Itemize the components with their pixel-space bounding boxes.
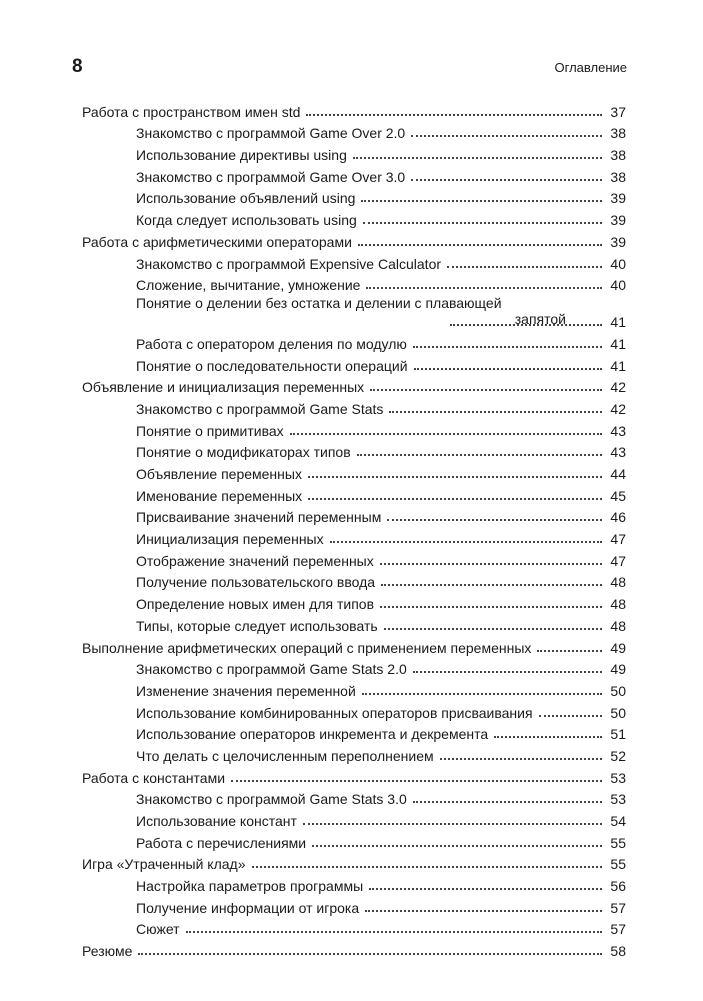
toc-entry-title: Получение пользовательского ввода xyxy=(136,574,376,591)
dot-leader xyxy=(440,758,602,760)
toc-page-number: 50 xyxy=(610,682,626,699)
dot-leader xyxy=(330,541,602,543)
toc-page-number: 48 xyxy=(610,596,626,613)
dot-leader xyxy=(413,346,602,348)
dot-leader xyxy=(411,179,602,181)
dot-leader xyxy=(380,606,602,608)
dot-leader xyxy=(447,266,602,268)
toc-page-number: 39 xyxy=(610,190,626,207)
toc-entry-title: Работа с пространством имен std xyxy=(82,103,301,120)
toc-entry-title: Присваивание значений переменным xyxy=(136,509,382,526)
toc-page-number: 38 xyxy=(610,168,626,185)
dot-leader xyxy=(369,888,602,890)
toc-entry-title: Сложение, вычитание, умножение xyxy=(136,277,361,294)
toc-page-number: 40 xyxy=(610,277,626,294)
dot-leader xyxy=(186,931,602,933)
toc-page-number: 51 xyxy=(610,726,626,743)
toc-page-number: 50 xyxy=(610,704,626,721)
toc-entry-title: Объявление переменных xyxy=(136,466,302,482)
toc-subsection-entry xyxy=(82,206,626,228)
toc-subsection-entry xyxy=(82,330,626,352)
toc-page-number: 46 xyxy=(610,509,626,526)
dot-leader xyxy=(308,498,602,500)
toc-subsection-entry xyxy=(82,163,626,185)
toc-entry-title: Использование директивы using xyxy=(136,147,347,164)
toc-subsection-entry xyxy=(82,460,626,482)
dot-leader xyxy=(413,671,602,673)
toc-subsection-entry xyxy=(82,439,626,461)
toc-page-number: 52 xyxy=(610,747,626,764)
toc-entry-title: Знакомство с программой Game Stats 3.0 xyxy=(136,791,407,808)
toc-subsection-entry xyxy=(82,569,626,591)
toc-subsection-entry xyxy=(82,656,626,678)
toc-subsection-entry xyxy=(82,807,626,829)
toc-page-number: 38 xyxy=(610,147,626,164)
toc-entry-title-line2: запятой xyxy=(514,310,566,327)
toc-entry-title: Понятие о последовательности операций xyxy=(136,357,408,374)
dot-leader xyxy=(306,114,602,116)
toc-page-number: 49 xyxy=(610,639,626,656)
dot-leader xyxy=(303,823,602,825)
dot-leader xyxy=(290,433,602,435)
dot-leader xyxy=(370,389,602,391)
toc-subsection-entry xyxy=(82,829,626,851)
toc-page-number: 44 xyxy=(610,466,626,482)
toc-entry-title: Объявление и инициализация переменных xyxy=(82,379,365,396)
toc-entry-title: Определение новых имен для типов xyxy=(136,596,375,613)
toc-entry-title: Знакомство с программой Game Stats xyxy=(136,400,384,417)
toc-entry-title: Работа с оператором деления по модулю xyxy=(136,335,407,352)
toc-page-number: 48 xyxy=(610,574,626,591)
toc-subsection-entry xyxy=(82,721,626,743)
toc-entry-title: Понятие о примитивах xyxy=(136,422,284,439)
toc-entry-title: Игра «Утраченный клад» xyxy=(82,856,246,873)
toc-page-number: 47 xyxy=(610,531,626,548)
toc-entry-title: Типы, которые следует использовать xyxy=(136,617,378,634)
dot-leader xyxy=(380,563,602,565)
toc-page-number: 56 xyxy=(610,878,626,895)
toc-entry-title: Работа с константами xyxy=(82,769,226,786)
toc-entry-title: Настройка параметров программы xyxy=(136,878,364,895)
toc-page-number: 47 xyxy=(610,552,626,569)
toc-section-entry xyxy=(82,937,626,959)
dot-leader xyxy=(387,519,602,521)
toc-page-number: 40 xyxy=(610,255,626,272)
dot-leader xyxy=(308,476,602,478)
dot-leader xyxy=(413,801,602,803)
toc-page-number: 57 xyxy=(610,899,626,916)
toc-subsection-entry xyxy=(82,293,626,330)
toc-page-number: 37 xyxy=(610,103,626,120)
dot-leader xyxy=(411,135,602,137)
toc-subsection-entry xyxy=(82,590,626,612)
toc-page-number: 42 xyxy=(610,400,626,417)
toc-subsection-entry xyxy=(82,612,626,634)
toc-page-number: 49 xyxy=(610,661,626,678)
toc-subsection-entry xyxy=(82,894,626,916)
toc-entry-title: Работа с арифметическими операторами xyxy=(82,233,352,250)
toc-entry-title: Знакомство с программой Expensive Calculator xyxy=(136,255,442,272)
dot-leader xyxy=(365,910,602,912)
toc-subsection-entry xyxy=(82,504,626,526)
toc-subsection-entry xyxy=(82,872,626,894)
toc-entry-title xyxy=(136,296,566,327)
toc-entry-title: Использование комбинированных операторов присваивания xyxy=(136,704,533,721)
toc-page-number: 48 xyxy=(610,617,626,634)
toc-entry-title: Знакомство с программой Game Stats 2.0 xyxy=(136,661,407,678)
toc-entry-title: Использование операторов инкремента и декремента xyxy=(136,726,489,743)
toc-entry-title: Когда следует использовать using xyxy=(136,212,357,229)
toc-page-number: 39 xyxy=(610,212,626,229)
toc-section-entry xyxy=(82,98,626,120)
toc-entry-title: Инициализация переменных xyxy=(136,531,324,548)
toc-subsection-entry xyxy=(82,250,626,272)
toc-subsection-entry xyxy=(82,417,626,439)
toc-section-entry xyxy=(82,764,626,786)
toc-page-number: 43 xyxy=(610,444,626,461)
dot-leader xyxy=(353,157,602,159)
toc-subsection-entry xyxy=(82,547,626,569)
toc-page-number: 58 xyxy=(610,943,626,960)
toc-entry-title: Выполнение арифметических операций с применением переменных xyxy=(82,639,532,656)
dot-leader xyxy=(539,715,602,717)
toc-page-number: 45 xyxy=(610,487,626,504)
toc-entry-title-line1: Понятие о делении без остатка и делении с плавающей xyxy=(136,295,502,312)
toc-entry-title: Понятие о модификаторах типов xyxy=(136,444,351,461)
toc-subsection-entry xyxy=(82,699,626,721)
dot-leader xyxy=(363,222,602,224)
toc-entry-title: Резюме xyxy=(82,943,133,960)
dot-leader xyxy=(414,368,602,370)
toc-subsection-entry xyxy=(82,482,626,504)
toc-entry-title: Получение информации от игрока xyxy=(136,899,360,916)
dot-leader xyxy=(231,780,602,782)
toc-page-number: 42 xyxy=(610,379,626,396)
dot-leader xyxy=(138,953,602,955)
toc-entry-title: Использование объявлений using xyxy=(136,190,356,207)
toc-section-entry xyxy=(82,851,626,873)
toc-subsection-entry xyxy=(82,185,626,207)
toc-section-entry xyxy=(82,634,626,656)
toc-entry-title: Изменение значения переменной xyxy=(136,682,356,699)
dot-leader xyxy=(494,736,602,738)
toc-subsection-entry xyxy=(82,352,626,374)
dot-leader xyxy=(537,650,602,652)
toc-entry-title: Что делать с целочисленным переполнением xyxy=(136,747,434,764)
dot-leader xyxy=(381,584,602,586)
toc-page-number: 43 xyxy=(610,422,626,439)
dot-leader xyxy=(362,693,602,695)
dot-leader xyxy=(361,200,602,202)
toc-subsection-entry xyxy=(82,395,626,417)
dot-leader xyxy=(384,628,602,630)
toc-entry-title: Отображение значений переменных xyxy=(136,552,374,569)
toc-section-entry xyxy=(82,374,626,396)
toc-subsection-entry xyxy=(82,786,626,808)
toc-page-number: 41 xyxy=(610,335,626,352)
toc-subsection-entry xyxy=(82,916,626,938)
toc-page-number: 54 xyxy=(610,813,626,829)
toc-page-number: 53 xyxy=(610,769,626,786)
toc-page-number: 53 xyxy=(610,791,626,808)
dot-leader xyxy=(357,454,602,456)
toc-subsection-entry xyxy=(82,677,626,699)
toc-page-number: 55 xyxy=(610,834,626,851)
dot-leader xyxy=(252,866,603,868)
dot-leader xyxy=(358,244,602,246)
toc-subsection-entry xyxy=(82,120,626,142)
toc-entry-title: Знакомство с программой Game Over 3.0 xyxy=(136,168,406,185)
dot-leader xyxy=(366,287,602,289)
toc-subsection-entry xyxy=(82,742,626,764)
dot-leader xyxy=(389,411,602,413)
toc-subsection-entry xyxy=(82,525,626,547)
toc-page-number: 38 xyxy=(610,125,626,142)
toc-page-number: 57 xyxy=(610,921,626,938)
toc-entry-title: Сюжет xyxy=(136,921,180,938)
toc-subsection-entry xyxy=(82,141,626,163)
toc-section-entry xyxy=(82,228,626,250)
toc-entry-title: Работа с перечислениями xyxy=(136,834,307,851)
running-head: Оглавление xyxy=(554,60,627,75)
toc-page-number: 39 xyxy=(610,233,626,250)
dot-leader xyxy=(312,845,602,847)
toc-entry-title: Использование констант xyxy=(136,813,297,829)
toc-subsection-entry xyxy=(82,272,626,294)
toc-entry-title: Именование переменных xyxy=(136,487,303,504)
toc-entry-title: Знакомство с программой Game Over 2.0 xyxy=(136,125,406,142)
toc-page-number: 41 xyxy=(610,357,626,374)
page-number: 8 xyxy=(72,56,83,77)
toc-page-number: 41 xyxy=(610,314,626,331)
table-of-contents xyxy=(82,98,626,959)
toc-page-number: 55 xyxy=(610,856,626,873)
